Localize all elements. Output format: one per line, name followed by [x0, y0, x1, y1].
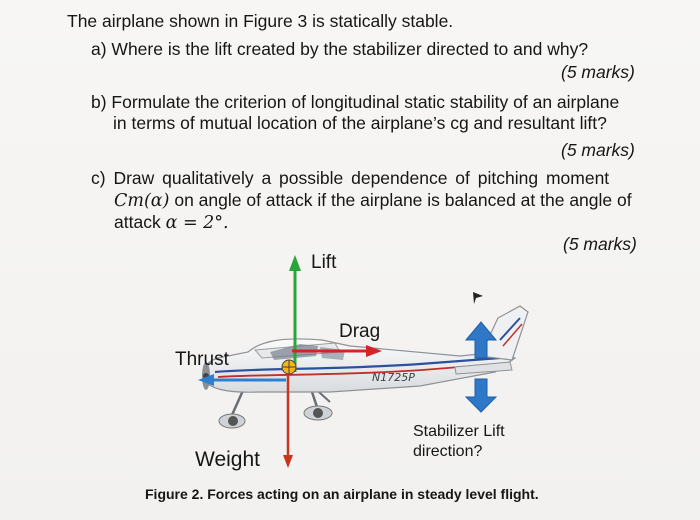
- cm-alpha-symbol: Cm(α): [114, 191, 170, 211]
- weight-label: Weight: [195, 448, 260, 471]
- thrust-label: Thrust: [175, 349, 229, 370]
- intro-text: The airplane shown in Figure 3 is statically stable.: [67, 11, 454, 31]
- stabilizer-label: [413, 422, 505, 462]
- question-a-text: a) Where is the lift created by the stabilizer directed to and why?: [91, 39, 589, 59]
- question-b-line1: b) Formulate the criterion of longitudinal static stability of an airplane: [91, 92, 620, 112]
- stabilizer-label-line2: direction?: [413, 443, 483, 460]
- alpha-equation: α = 2°.: [165, 213, 229, 233]
- question-c-line2-text: on angle of attack if the airplane is balanced at the angle of: [169, 190, 632, 210]
- question-c-marks: (5 marks): [563, 234, 637, 254]
- question-b-line2: in terms of mutual location of the airplane’s cg and resultant lift?: [113, 113, 607, 133]
- registration-label: N1725P: [372, 371, 415, 384]
- question-c-line3-text: attack: [114, 212, 166, 232]
- cg-marker-icon: [282, 360, 296, 374]
- stabilizer-label-line1: Stabilizer Lift: [413, 423, 505, 440]
- question-a-marks: (5 marks): [561, 62, 635, 82]
- pointer-icon: [473, 292, 483, 304]
- lift-label: Lift: [311, 252, 337, 273]
- drag-label: Drag: [339, 321, 381, 342]
- question-b-marks: (5 marks): [561, 140, 635, 160]
- figure-caption: Figure 2. Forces acting on an airplane in steady level flight.: [145, 486, 539, 502]
- question-c-line1: c) Draw qualitatively a possible dependence of pitching moment: [91, 168, 610, 188]
